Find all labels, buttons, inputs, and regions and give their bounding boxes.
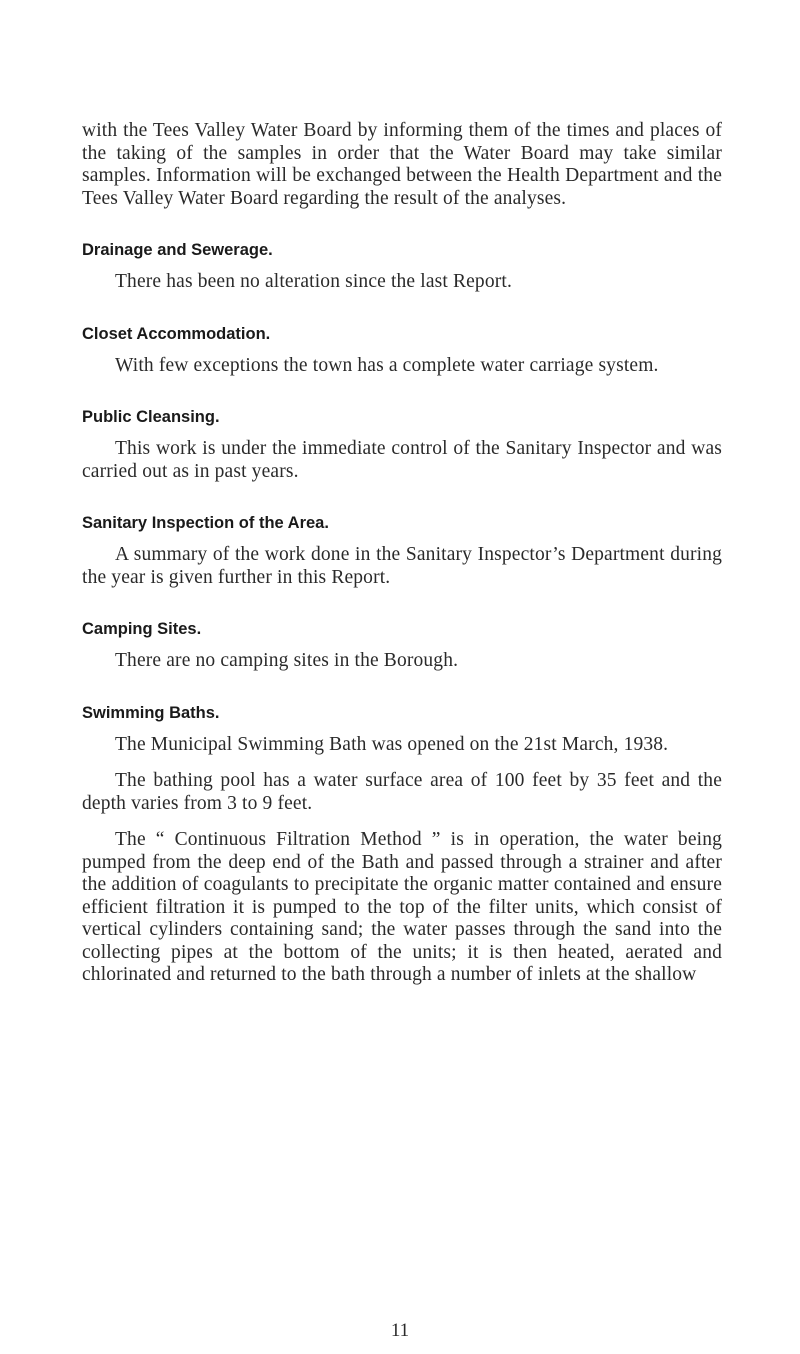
intro-paragraph: with the Tees Valley Water Board by informing them of the times and places of the taking of the samples in order that the Water Board may take similar samples. Information will be exchanged between the Health Department and the Tees Valley Water Board regarding the result of the analyses. [82,120,722,209]
section-heading: Camping Sites. [82,620,202,638]
section-paragraph: The bathing pool has a water surface area of 100 feet by 35 feet and the depth varies from 3 to 9 feet. [82,770,722,814]
section-camping-sites [82,619,722,673]
section-heading: Swimming Baths. [82,703,220,722]
section-closet-accommodation [82,324,722,378]
page-number: 11 [390,1320,410,1341]
section-heading: Drainage and Sewerage. [82,241,273,259]
section-paragraph: There has been no alteration since the last Report. [115,271,512,292]
section-public-cleansing [82,407,722,483]
section-paragraph: There are no camping sites in the Borough. [115,650,459,671]
section-heading: Public Cleansing. [82,408,220,426]
document-page [82,120,722,987]
section-heading: Closet Accommodation. [82,324,271,343]
section-sanitary-inspection [82,513,722,589]
section-paragraph: This work is under the immediate control of the Sanitary Inspector and was carried out as in past years. [82,438,722,482]
section-paragraph: The “ Continuous Filtration Method ” is in operation, the water being pumped from the deep end of the Bath and passed through a strainer and after the addition of coagulants to precipitate the organic matter contained and ensure efficient filtration it is pumped to the top of the filter units, which consist of vertical cylinders containing sand; the water passes through the sand into the collecting pipes at the bottom of the units; it is then heated, aerated and chlorinated and returned to the bath through a number of inlets at the shallow [82,829,722,985]
section-heading: Sanitary Inspection of the Area. [82,514,329,532]
section-paragraph: The Municipal Swimming Bath was opened on the 21st March, 1938. [115,733,669,755]
section-paragraph: With few exceptions the town has a complete water carriage system. [115,354,659,376]
section-paragraph: A summary of the work done in the Sanitary Inspector’s Department during the year is given further in this Report. [82,544,722,588]
section-swimming-baths [82,703,722,987]
section-drainage [82,240,722,294]
